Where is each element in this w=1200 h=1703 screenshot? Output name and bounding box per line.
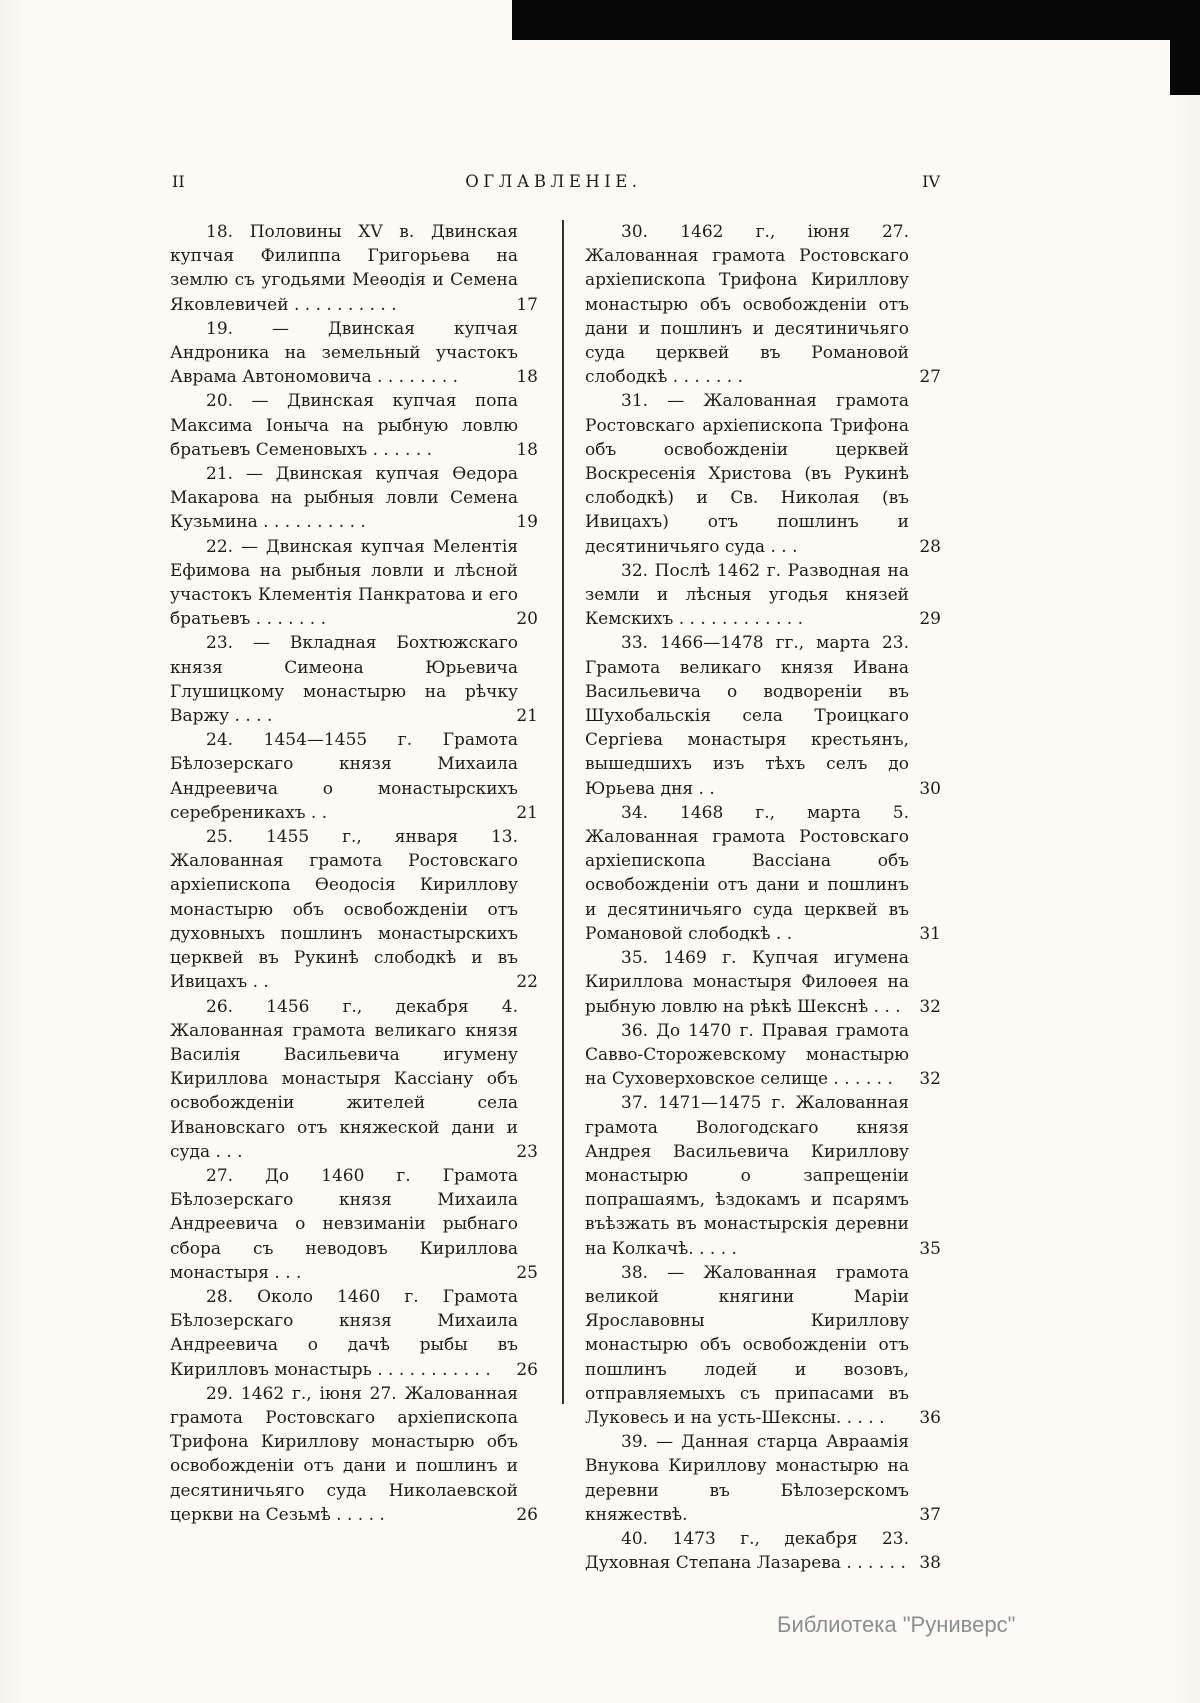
entry-page-number: 18	[516, 439, 538, 460]
entry-number: 30.	[621, 222, 649, 242]
entry-page-number: 21	[516, 706, 538, 727]
entry-number: 31.	[621, 391, 649, 412]
entry-page-number: 17	[516, 294, 538, 315]
entry-page-number: 25	[516, 1262, 538, 1283]
entry-text: 1469 г. Купчая игумена Кириллова монастыря Филоѳея на рыбную ловлю на рѣкѣ Шекснѣ . . .	[585, 948, 909, 1017]
entry-text: — Жалованная грамота великой княгини Маріи Ярославовны Кириллову монастырю объ освобожденіи отъ пошлинъ лодей и возовъ, отправляемыхъ съ припасами въ Луковесь и на усть-Шексны. . . . .	[585, 1262, 910, 1428]
toc-entry	[170, 825, 538, 994]
toc-entry	[585, 220, 941, 389]
toc-entry	[170, 728, 538, 825]
entry-page-number: 20	[516, 609, 538, 630]
toc-entry	[585, 946, 941, 1019]
entry-text: Около 1460 г. Грамота Бѣлозерскаго князя Михаила Андреевича о дачѣ рыбы въ Кирилловъ монастырь . . . . . . . . . . .	[170, 1286, 519, 1380]
entry-number: 35.	[621, 948, 649, 969]
entry-number: 25.	[206, 827, 234, 848]
entry-number: 38.	[621, 1262, 649, 1283]
entry-number: 18.	[206, 222, 234, 242]
entry-text: — Двинская купчая Ѳедора Макарова на рыбныя ловли Семена Кузьмина . . . . . . . . . .	[170, 464, 518, 533]
entry-number: 21.	[206, 464, 234, 485]
toc-columns	[170, 220, 942, 1575]
toc-entry	[170, 220, 538, 317]
entry-number: 40.	[621, 1528, 649, 1549]
entry-text: 1471—1475 г. Жалованная грамота Вологодскаго князя Андрея Васильевича Кириллову монастырю о запрещеніи попрашаямъ, ѣздокамъ и псарямъ въѣзжать въ монастырскія деревни на Колкачѣ. . . . .	[585, 1093, 909, 1259]
entry-number: 32.	[621, 560, 649, 581]
entry-page-number: 23	[516, 1141, 538, 1162]
page-title: ОГЛАВЛЕНІЕ.	[465, 172, 642, 191]
entry-text: — Вкладная Бохтюжскаго князя Симеона Юрьевича Глушицкому монастырю на рѣчку Варжу . . . .	[170, 633, 518, 727]
entry-text: 1473 г., декабря 23. Духовная Степана Лазарева . . . . . .	[585, 1528, 909, 1574]
toc-entry	[170, 1285, 538, 1382]
toc-entry	[585, 1430, 941, 1527]
entry-page-number: 35	[919, 1238, 941, 1259]
toc-entry	[170, 462, 538, 535]
entry-text: — Двинская купчая попа Максима Іоныча на рыбную ловлю братьевъ Семеновыхъ . . . . . .	[170, 391, 518, 460]
entry-number: 39.	[621, 1432, 649, 1453]
entry-page-number: 37	[919, 1504, 941, 1525]
entry-number: 20.	[206, 391, 234, 412]
entry-page-number: 32	[919, 996, 941, 1017]
entry-page-number: 26	[516, 1504, 538, 1525]
entry-number: 22.	[206, 536, 234, 557]
toc-column-left	[170, 220, 538, 1527]
entry-text: — Двинская купчая Андроника на земельный участокъ Аврама Автономовича . . . . . . . .	[170, 318, 518, 388]
entry-text: — Двинская купчая Мелентія Ефимова на рыбныя ловли и лѣсной участокъ Клементія Панкратова и его братьевъ . . . . . . .	[170, 536, 518, 630]
entry-number: 24.	[206, 730, 234, 751]
entry-text: 1462 г., іюня 27. Жалованная грамота Ростовскаго архіепископа Трифона Кириллову монастырю объ освобожденіи отъ дани и пошлинъ и десятиничьяго суда Николаевской церкви на Сезьмѣ . . . . .	[170, 1383, 519, 1525]
entry-page-number: 27	[919, 367, 941, 388]
entry-number: 34.	[621, 802, 649, 823]
folio-left: II	[172, 172, 185, 191]
toc-entry	[170, 317, 538, 390]
entry-number: 37.	[621, 1093, 649, 1114]
entry-text: Половины XV в. Двинская купчая Филиппа Григорьева на землю съ угодьями Меѳодія и Семена Яковлевичей . . . . . . . . . .	[170, 222, 518, 315]
entry-page-number: 21	[516, 802, 538, 823]
toc-entry	[585, 1019, 941, 1092]
entry-number: 26.	[206, 996, 234, 1017]
folio-right: IV	[922, 172, 940, 191]
entry-page-number: 30	[919, 778, 941, 799]
entry-page-number: 32	[919, 1069, 941, 1090]
toc-entry	[585, 389, 941, 558]
entry-text: До 1470 г. Правая грамота Савво-Сторожевскому монастырю на Суховерховское селище . . . . . .	[585, 1020, 909, 1090]
toc-entry	[170, 995, 538, 1164]
entry-page-number: 31	[919, 923, 941, 944]
scan-black-edge-right	[1170, 0, 1200, 95]
entry-number: 33.	[621, 633, 649, 654]
entry-page-number: 28	[919, 536, 941, 557]
entry-page-number: 26	[516, 1359, 538, 1380]
entry-number: 28.	[206, 1286, 234, 1307]
entry-number: 19.	[206, 318, 234, 339]
entry-number: 29.	[206, 1383, 234, 1404]
toc-entry	[585, 559, 941, 632]
scan-black-edge-top	[512, 0, 1200, 40]
entry-text: 1466—1478 гг., марта 23. Грамота великаго князя Ивана Васильевича о водвореніи въ Шухобальскія села Троицкаго Сергіева монастыря крестьянъ, вышедшихъ изъ тѣхъ селъ до Юрьева дня . .	[585, 633, 909, 799]
toc-entry	[170, 389, 538, 462]
entry-number: 27.	[206, 1165, 234, 1186]
entry-text: — Жалованная грамота Ростовскаго архіепископа Трифона объ освобожденіи церквей Воскресенія Христова (въ Рукинѣ слободкѣ) и Св. Николая (въ Ивицахъ) отъ пошлинъ и десятиничьяго суда . . .	[585, 391, 910, 557]
entry-text: До 1460 г. Грамота Бѣлозерскаго князя Михаила Андреевича о невзиманіи рыбнаго сбора съ неводовъ Кириллова монастыря . . .	[170, 1165, 518, 1283]
running-head	[172, 172, 940, 191]
entry-page-number: 38	[919, 1553, 941, 1574]
toc-entry	[585, 1091, 941, 1260]
toc-column-right	[585, 220, 941, 1575]
toc-entry	[170, 535, 538, 632]
entry-text: 1454—1455 г. Грамота Бѣлозерскаго князя Михаила Андреевича о монастырскихъ серебреникахъ . .	[170, 730, 519, 823]
library-watermark: Библиотека "Руниверс"	[777, 1612, 1016, 1637]
entry-page-number: 29	[919, 609, 941, 630]
entry-page-number: 18	[516, 367, 538, 388]
toc-entry	[585, 801, 941, 946]
entry-text: 1468 г., марта 5. Жалованная грамота Ростовскаго архіепископа Вассіана объ освобожденіи отъ дани и пошлинъ и десятиничьяго суда церквей въ Романовой слободкѣ . .	[585, 802, 909, 944]
column-divider-rule	[562, 220, 564, 1404]
entry-text: 1455 г., января 13. Жалованная грамота Ростовскаго архіепископа Ѳеодосія Кириллову монастырю объ освобожденіи отъ духовныхъ пошлинъ монастырскихъ церквей въ Рукинѣ слободкѣ и въ Ивицахъ . .	[170, 827, 519, 993]
entry-text: 1456 г., декабря 4. Жалованная грамота великаго князя Василія Васильевича игумену Кириллова монастыря Кассіану объ освобожденіи жителей села Ивановскаго отъ княжеской дани и суда . . .	[170, 996, 518, 1162]
toc-entry	[585, 631, 941, 800]
toc-entry	[170, 1382, 538, 1527]
entry-number: 36.	[621, 1020, 649, 1041]
entry-text: — Данная старца Авраамія Внукова Кириллову монастырю на деревни въ Бѣлозерскомъ княжествѣ.	[585, 1432, 909, 1525]
entry-text: Послѣ 1462 г. Разводная на земли и лѣсныя угодья князей Кемскихъ . . . . . . . . . . . .	[585, 560, 909, 630]
toc-entry	[170, 631, 538, 728]
entry-page-number: 36	[919, 1407, 941, 1428]
toc-entry	[585, 1261, 941, 1430]
entry-text: 1462 г., іюня 27. Жалованная грамота Ростовскаго архіепископа Трифона Кириллову монастырю объ освобожденіи отъ дани и пошлинъ и десятиничьяго суда церквей въ Романовой слободкѣ . . . . . . .	[585, 222, 909, 388]
entry-number: 23.	[206, 633, 234, 654]
entry-page-number: 22	[516, 972, 538, 993]
entry-page-number: 19	[516, 512, 538, 533]
toc-entry	[585, 1527, 941, 1575]
toc-entry	[170, 1164, 538, 1285]
